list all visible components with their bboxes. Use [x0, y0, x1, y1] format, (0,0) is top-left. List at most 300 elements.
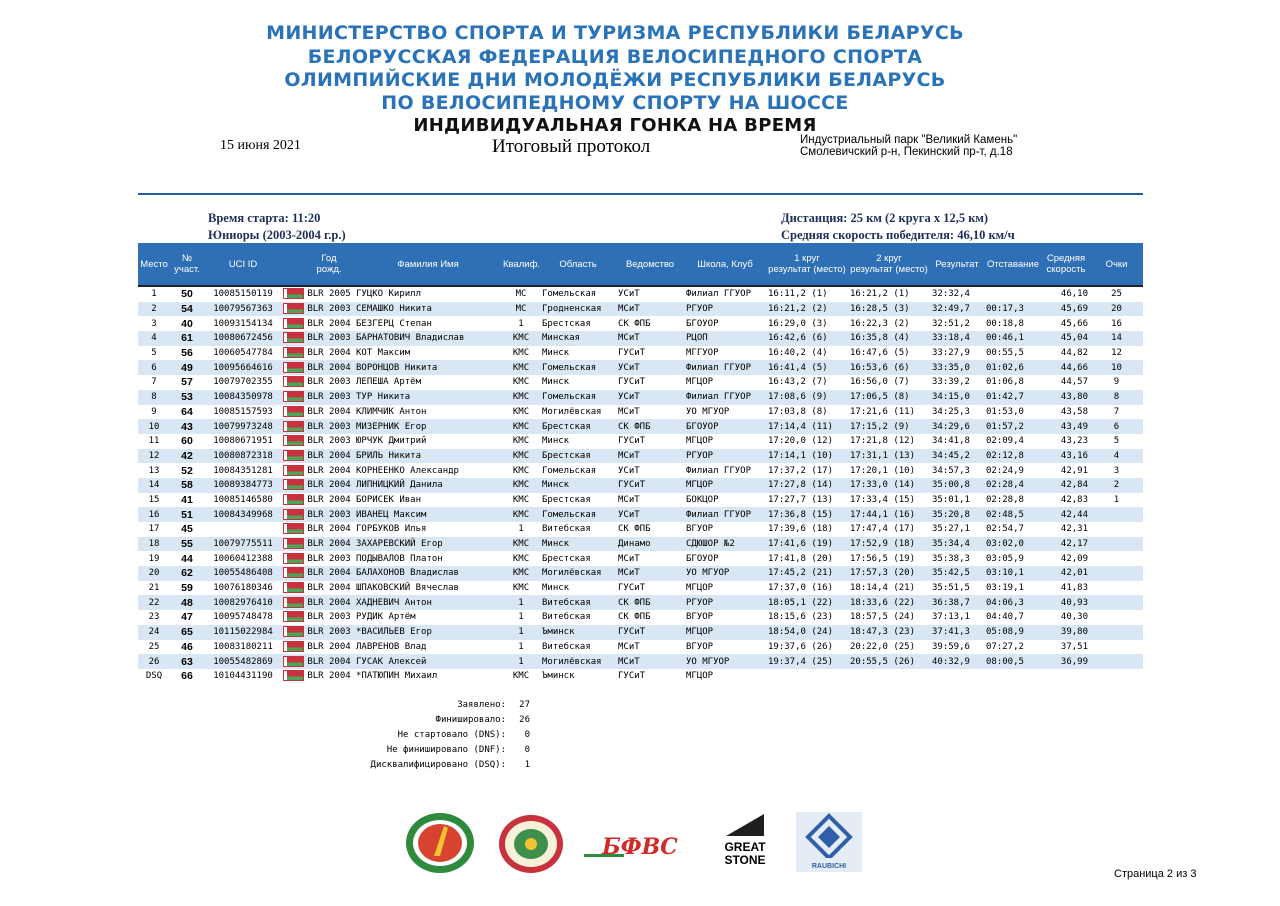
cell-flag	[282, 286, 304, 302]
cell-avg-speed: 46,10	[1042, 286, 1090, 302]
cell-gap: 00:17,3	[984, 302, 1042, 317]
header-federation: БЕЛОРУССКАЯ ФЕДЕРАЦИЯ ВЕЛОСИПЕДНОГО СПОРТА	[307, 46, 923, 68]
belarus-flag-icon	[284, 612, 303, 621]
cell-department: УСиТ	[616, 286, 684, 302]
cell-flag	[282, 463, 304, 478]
cell-uci-id: 10115022984	[204, 625, 282, 640]
cell-avg-speed: 45,04	[1042, 331, 1090, 346]
cell-place: 20	[138, 566, 170, 581]
cell-place: 14	[138, 478, 170, 493]
cell-name: РУДИК Артём	[356, 612, 416, 623]
dns-label: Не стартовало (DNS):	[397, 730, 506, 740]
table-row	[138, 346, 1143, 361]
cell-lap2: 17:33,4 (15)	[850, 494, 916, 505]
cell-result: 35:20,8	[930, 507, 984, 522]
cell-region: Витебская	[542, 612, 591, 623]
cell-flag	[282, 434, 304, 449]
cell-year: BLR 2004	[307, 494, 351, 505]
cell-place: 25	[148, 641, 160, 652]
cell-bib: 54	[170, 302, 204, 317]
cell-gap: 02:24,9	[986, 465, 1024, 476]
cell-department: ГУСиТ	[618, 377, 646, 388]
cell-flag	[282, 493, 304, 508]
cell-bib: 62	[170, 566, 204, 581]
cell-name: *ПАТЮПИН Михаил	[356, 671, 438, 682]
cell-flag	[282, 522, 304, 537]
cell-avg-speed: 43,23	[1060, 436, 1088, 447]
cell-avg-speed: 45,69	[1042, 302, 1090, 317]
cell-result: 35:01,1	[932, 494, 970, 505]
cell-bib: 60	[181, 435, 193, 448]
cell-qualification: КМС	[512, 465, 530, 476]
cell-region: Гомельская	[540, 360, 616, 375]
cell-qualification: КМС	[502, 537, 540, 552]
cell-result: 35:42,5	[930, 566, 984, 581]
cell-points: 2	[1090, 478, 1143, 493]
cell-uci-id: 10085150119	[204, 286, 282, 302]
cell-uci-id: 10084351281	[213, 465, 273, 476]
bfvs-logo	[584, 834, 694, 864]
cell-flag	[282, 316, 304, 331]
great-stone-line2: STONE	[724, 853, 766, 867]
cell-place: 3	[151, 318, 157, 329]
cell-region: Гродненская	[540, 302, 616, 317]
cell-region: Брестская	[542, 318, 591, 329]
cell-result: 37:41,3	[930, 625, 984, 640]
cell-uci-id: 10089384773	[204, 478, 282, 493]
cell-region: Могилёвская	[542, 406, 602, 417]
cell-result	[930, 669, 984, 684]
belarus-flag-icon	[284, 539, 303, 548]
cell-points	[1090, 610, 1143, 625]
cell-avg-speed: 43,80	[1042, 390, 1090, 405]
cell-region: Минск	[542, 583, 570, 594]
cell-region: Могилёвская	[540, 654, 616, 669]
cell-avg-speed: 40,93	[1042, 595, 1090, 610]
cell-lap1: 17:14,1 (10)	[766, 449, 848, 464]
cell-lap1: 16:41,4 (5)	[766, 360, 848, 375]
cell-department: МСиТ	[618, 553, 640, 564]
cell-gap: 00:55,5	[986, 348, 1024, 359]
cell-region: Минская	[540, 331, 616, 346]
start-time: Время старта: 11:20	[208, 211, 321, 225]
cell-avg-speed: 44,66	[1042, 360, 1090, 375]
cell-year: BLR 2004	[304, 566, 354, 581]
cell-name: ЮРЧУК Дмитрий	[356, 436, 427, 447]
cell-result: 34:45,2	[930, 449, 984, 464]
belarus-flag-icon	[284, 480, 303, 489]
cell-region: Минск	[540, 537, 616, 552]
cell-result: 33:27,9	[932, 348, 970, 359]
cell-result: 34:25,3	[932, 406, 970, 417]
cell-qualification: КМС	[512, 348, 530, 359]
belarus-flag-icon	[284, 289, 303, 298]
col-region: Область	[540, 243, 616, 286]
table-row	[138, 581, 1143, 596]
belarus-flag-icon	[284, 657, 303, 666]
cell-lap1: 17:27,8 (14)	[766, 478, 848, 493]
table-row	[138, 434, 1143, 449]
cell-result: 34:29,6	[930, 419, 984, 434]
col-place: Место	[138, 243, 170, 286]
cell-lap1	[766, 669, 848, 684]
cell-year: BLR 2003	[304, 419, 354, 434]
cell-gap: 02:09,4	[986, 436, 1024, 447]
cell-region: Минск	[542, 377, 570, 388]
results-table	[138, 243, 1143, 684]
cell-result: 33:35,0	[930, 360, 984, 375]
cell-lap2: 16:28,5 (3)	[848, 302, 930, 317]
cell-department: УСиТ	[616, 390, 684, 405]
cell-year: BLR 2004	[304, 478, 354, 493]
cell-name: МИЗЕРНИК Егор	[354, 419, 502, 434]
cell-name: ВОРОНЦОВ Никита	[354, 360, 502, 375]
cell-bib: 53	[170, 390, 204, 405]
cell-lap1: 19:37,4 (25)	[766, 654, 848, 669]
cell-points: 1	[1113, 494, 1120, 505]
cell-bib: 55	[170, 537, 204, 552]
cell-year: BLR 2003	[304, 625, 354, 640]
cell-region: Витебская	[542, 524, 591, 535]
cell-qualification: КМС	[502, 507, 540, 522]
cell-school: РГУОР	[684, 595, 766, 610]
cell-flag	[282, 375, 304, 390]
venue	[800, 134, 1017, 158]
cell-qualification: КМС	[502, 331, 540, 346]
finished-label: Финишировало:	[435, 715, 506, 725]
cell-lap2: 16:47,6 (5)	[850, 348, 910, 359]
cell-result: 32:51,2	[932, 318, 970, 329]
col-school: Школа, Клуб	[684, 243, 766, 286]
cell-name: КОТ Максим	[356, 348, 411, 359]
cell-department: МСиТ	[616, 302, 684, 317]
distance: Дистанция: 25 км (2 круга х 12,5 км)	[781, 211, 989, 225]
cell-department: ГУСиТ	[618, 583, 646, 594]
cell-bib: 64	[181, 405, 193, 418]
cell-avg-speed: 39,80	[1042, 625, 1090, 640]
cell-flag	[282, 566, 304, 581]
table-row	[138, 463, 1143, 478]
cell-gap	[984, 286, 1042, 302]
cell-school: ВГУОР	[686, 524, 714, 535]
belarus-flag-icon	[284, 348, 303, 357]
cell-year: BLR 2004	[304, 595, 354, 610]
great-stone-logo	[722, 814, 768, 870]
belarus-flag-icon	[284, 333, 303, 342]
cell-flag	[282, 478, 304, 493]
cell-points	[1090, 551, 1143, 566]
cell-region: Гомельская	[542, 465, 597, 476]
cell-school: БГОУОР	[684, 419, 766, 434]
cell-points: 12	[1111, 348, 1122, 359]
cell-result: 37:13,1	[932, 612, 970, 623]
cell-points: 4	[1090, 449, 1143, 464]
cell-year: BLR 2003	[304, 507, 354, 522]
cell-lap2: 17:52,9 (18)	[848, 537, 930, 552]
cell-school: СДЮШОР №2	[684, 537, 766, 552]
cell-region: Брестская	[540, 449, 616, 464]
cell-place: 6	[138, 360, 170, 375]
cell-name: ГУЦКО Кирилл	[354, 286, 502, 302]
cell-lap1: 19:37,6 (26)	[768, 641, 834, 652]
belarus-flag-icon	[284, 568, 303, 577]
cell-name: БАЛАХОНОВ Владислав	[354, 566, 502, 581]
cell-result: 35:27,1	[932, 524, 970, 535]
cell-region: Минск	[542, 348, 570, 359]
cell-gap: 02:48,5	[984, 507, 1042, 522]
cell-points	[1090, 595, 1143, 610]
cell-year: BLR 2004	[307, 671, 351, 682]
cell-bib: 61	[170, 331, 204, 346]
cell-qualification: КМС	[512, 494, 530, 505]
cell-lap1: 17:08,6 (9)	[766, 390, 848, 405]
cell-flag	[282, 331, 304, 346]
cell-gap: 05:08,9	[984, 625, 1042, 640]
cell-avg-speed: 43,16	[1042, 449, 1090, 464]
cell-name: БОРИСЕК Иван	[356, 494, 422, 505]
table-row	[138, 522, 1143, 537]
cell-region: Гомельская	[540, 507, 616, 522]
table-row	[138, 286, 1143, 302]
dnf-value: 0	[524, 745, 530, 755]
cell-result: 32:49,7	[930, 302, 984, 317]
cell-school: Филиал ГГУОР	[684, 360, 766, 375]
cell-points: 6	[1090, 419, 1143, 434]
cell-school: МГЦОР	[686, 377, 714, 388]
cell-year: BLR 2003	[304, 390, 354, 405]
cell-flag	[282, 595, 304, 610]
cell-year: BLR 2003	[304, 302, 354, 317]
cell-name: ГОРБУКОВ Илья	[356, 524, 427, 535]
cell-uci-id: 10080671951	[213, 436, 273, 447]
cell-uci-id: 10084350978	[204, 390, 282, 405]
cell-lap1: 17:37,0 (16)	[768, 583, 834, 594]
cell-qualification: КМС	[512, 583, 530, 594]
cell-bib: 41	[181, 493, 193, 506]
cell-points	[1090, 654, 1143, 669]
cell-gap: 01:06,8	[986, 377, 1024, 388]
table-row	[138, 360, 1143, 375]
col-points: Очки	[1090, 243, 1143, 286]
cell-points: 14	[1090, 331, 1143, 346]
cell-lap2: 17:47,4 (17)	[850, 524, 916, 535]
cell-region: Могилёвская	[540, 566, 616, 581]
cell-lap2: 18:33,6 (22)	[848, 595, 930, 610]
cell-year: BLR 2004	[304, 537, 354, 552]
cell-name: БРИЛЬ Никита	[354, 449, 502, 464]
cell-uci-id: 10060412388	[213, 553, 273, 564]
cell-flag	[282, 537, 304, 552]
great-stone-mark	[722, 814, 768, 836]
cell-name: ХАДНЕВИЧ Антон	[354, 595, 502, 610]
cell-uci-id: 10079567363	[204, 302, 282, 317]
cell-department: СК ФПБ	[618, 524, 651, 535]
cell-place: 15	[148, 494, 160, 505]
cell-place: 1	[138, 286, 170, 302]
table-row	[138, 566, 1143, 581]
cell-lap1: 17:27,7 (13)	[768, 494, 834, 505]
cell-points	[1090, 537, 1143, 552]
cell-result: 34:41,8	[932, 436, 970, 447]
cell-place: 4	[138, 331, 170, 346]
cell-lap1: 17:36,8 (15)	[766, 507, 848, 522]
cell-avg-speed: 42,31	[1060, 524, 1088, 535]
cell-qualification: КМС	[502, 478, 540, 493]
cell-qualification: КМС	[512, 436, 530, 447]
cell-result: 35:00,8	[930, 478, 984, 493]
cell-place: DSQ	[145, 671, 163, 682]
cell-qualification: 1	[518, 524, 524, 535]
cell-bib: 63	[170, 654, 204, 669]
cell-flag	[282, 419, 304, 434]
cell-name: ПОДЫВАЛОВ Платон	[356, 553, 443, 564]
cell-gap: 02:54,7	[986, 524, 1024, 535]
belarus-flag-icon	[284, 451, 303, 460]
cell-points	[1090, 507, 1143, 522]
bfvs-text: БФВС	[602, 834, 678, 860]
cell-flag	[282, 405, 304, 420]
cell-uci-id: 10084349968	[204, 507, 282, 522]
cell-year: BLR 2004	[307, 583, 351, 594]
belarus-flag-icon	[284, 436, 303, 445]
table-row	[138, 537, 1143, 552]
cell-lap1: 16:42,6 (6)	[766, 331, 848, 346]
cell-uci-id: 10076180346	[213, 583, 273, 594]
cell-gap: 04:06,3	[984, 595, 1042, 610]
cell-qualification: 1	[518, 318, 524, 329]
cell-bib: 65	[170, 625, 204, 640]
col-name: Фамилия Имя	[354, 243, 502, 286]
cell-flag	[282, 302, 304, 317]
cell-lap2: 16:56,0 (7)	[850, 377, 910, 388]
cell-place: 26	[138, 654, 170, 669]
cell-flag	[282, 449, 304, 464]
cell-qualification: КМС	[512, 553, 530, 564]
cell-uci-id	[204, 522, 282, 537]
cell-bib: 58	[170, 478, 204, 493]
cell-lap2: 17:21,8 (12)	[850, 436, 916, 447]
cell-qualification: 1	[518, 641, 524, 652]
cell-flag	[282, 360, 304, 375]
cell-school: РЦОП	[684, 331, 766, 346]
cell-year: BLR 2003	[307, 612, 351, 623]
cell-school: УО МГУОР	[686, 406, 730, 417]
col-lap1: 1 круг результат (место)	[766, 243, 848, 286]
cell-year: BLR 2004	[304, 654, 354, 669]
cell-avg-speed	[1042, 669, 1090, 684]
cell-year: BLR 2003	[307, 553, 351, 564]
cell-points: 25	[1090, 286, 1143, 302]
belarus-flag-icon	[284, 510, 303, 519]
cell-gap: 03:10,1	[984, 566, 1042, 581]
finished-value: 26	[519, 715, 530, 725]
cell-gap: 00:18,8	[986, 318, 1024, 329]
cell-lap1: 17:03,8 (8)	[768, 406, 828, 417]
belarus-flag-icon	[284, 642, 303, 651]
cell-lap2: 17:56,5 (19)	[850, 553, 916, 564]
winner-speed: Средняя скорость победителя: 46,10 км/ч	[781, 228, 1015, 242]
cell-school: ВГУОР	[686, 612, 714, 623]
cell-name: *ВАСИЛЬЕВ Егор	[354, 625, 502, 640]
cell-qualification: 1	[502, 625, 540, 640]
cell-uci-id: 10093154134	[213, 318, 273, 329]
cell-department: ГУСиТ	[618, 671, 646, 682]
cell-name: КОРНЕЕНКО Александр	[356, 465, 459, 476]
belarus-flag-icon	[284, 319, 303, 328]
cell-uci-id: 10085157593	[213, 406, 273, 417]
divider	[138, 193, 1143, 195]
cell-avg-speed: 42,83	[1060, 494, 1088, 505]
cell-place: 7	[151, 377, 157, 388]
cell-uci-id: 10083180211	[213, 641, 273, 652]
cell-qualification: МС	[502, 302, 540, 317]
cell-flag	[282, 625, 304, 640]
cell-qualification: КМС	[502, 390, 540, 405]
cell-region: Брестская	[540, 419, 616, 434]
cell-school: РГУОР	[684, 449, 766, 464]
cell-qualification: 1	[518, 612, 524, 623]
cell-avg-speed: 42,09	[1060, 553, 1088, 564]
cell-gap	[984, 669, 1042, 684]
cell-region: Минск	[542, 436, 570, 447]
cell-avg-speed: 42,91	[1060, 465, 1088, 476]
cell-qualification: 1	[502, 654, 540, 669]
cell-lap2: 20:55,5 (26)	[848, 654, 930, 669]
cell-uci-id: 10095664616	[204, 360, 282, 375]
cell-year: BLR 2005	[304, 286, 354, 302]
cell-region: Брестская	[542, 494, 591, 505]
great-stone-line1: GREAT	[724, 840, 766, 854]
cell-place: 18	[138, 537, 170, 552]
table-row	[138, 507, 1143, 522]
cell-qualification: КМС	[502, 360, 540, 375]
belarus-flag-icon	[284, 466, 303, 475]
cell-place: 10	[138, 419, 170, 434]
cell-lap2	[848, 669, 930, 684]
cell-lap1: 16:43,2 (7)	[768, 377, 828, 388]
belarus-flag-icon	[284, 363, 303, 372]
cell-points	[1090, 625, 1143, 640]
cell-qualification: КМС	[502, 449, 540, 464]
cell-department: МСиТ	[616, 331, 684, 346]
cell-gap: 01:42,7	[984, 390, 1042, 405]
cell-school: Филиал ГГУОР	[684, 286, 766, 302]
cell-department: МСиТ	[616, 566, 684, 581]
cell-result: 33:39,2	[932, 377, 970, 388]
cell-year: BLR 2003	[304, 331, 354, 346]
cell-place: 23	[148, 612, 160, 623]
cell-result: 39:59,6	[932, 641, 970, 652]
col-qualification: Квалиф.	[502, 243, 540, 286]
belarus-flag-icon	[284, 304, 303, 313]
cell-department: Динамо	[616, 537, 684, 552]
cell-place: 16	[138, 507, 170, 522]
table-row	[138, 551, 1143, 566]
belarus-flag-icon	[284, 627, 303, 636]
cell-qualification: МС	[502, 286, 540, 302]
cell-department: МСиТ	[618, 406, 640, 417]
cell-avg-speed: 36,99	[1042, 654, 1090, 669]
header-event: ОЛИМПИЙСКИЕ ДНИ МОЛОДЁЖИ РЕСПУБЛИКИ БЕЛАРУСЬ	[284, 69, 946, 91]
cell-school: Филиал ГГУОР	[686, 465, 752, 476]
cell-department: СК ФПБ	[618, 612, 651, 623]
cell-uci-id: 10080872318	[204, 449, 282, 464]
summary-stats	[310, 700, 530, 775]
cell-year: BLR 2004	[307, 465, 351, 476]
belarus-flag-icon	[284, 598, 303, 607]
cell-region: Ъминск	[540, 625, 616, 640]
cell-avg-speed: 40,30	[1060, 612, 1088, 623]
